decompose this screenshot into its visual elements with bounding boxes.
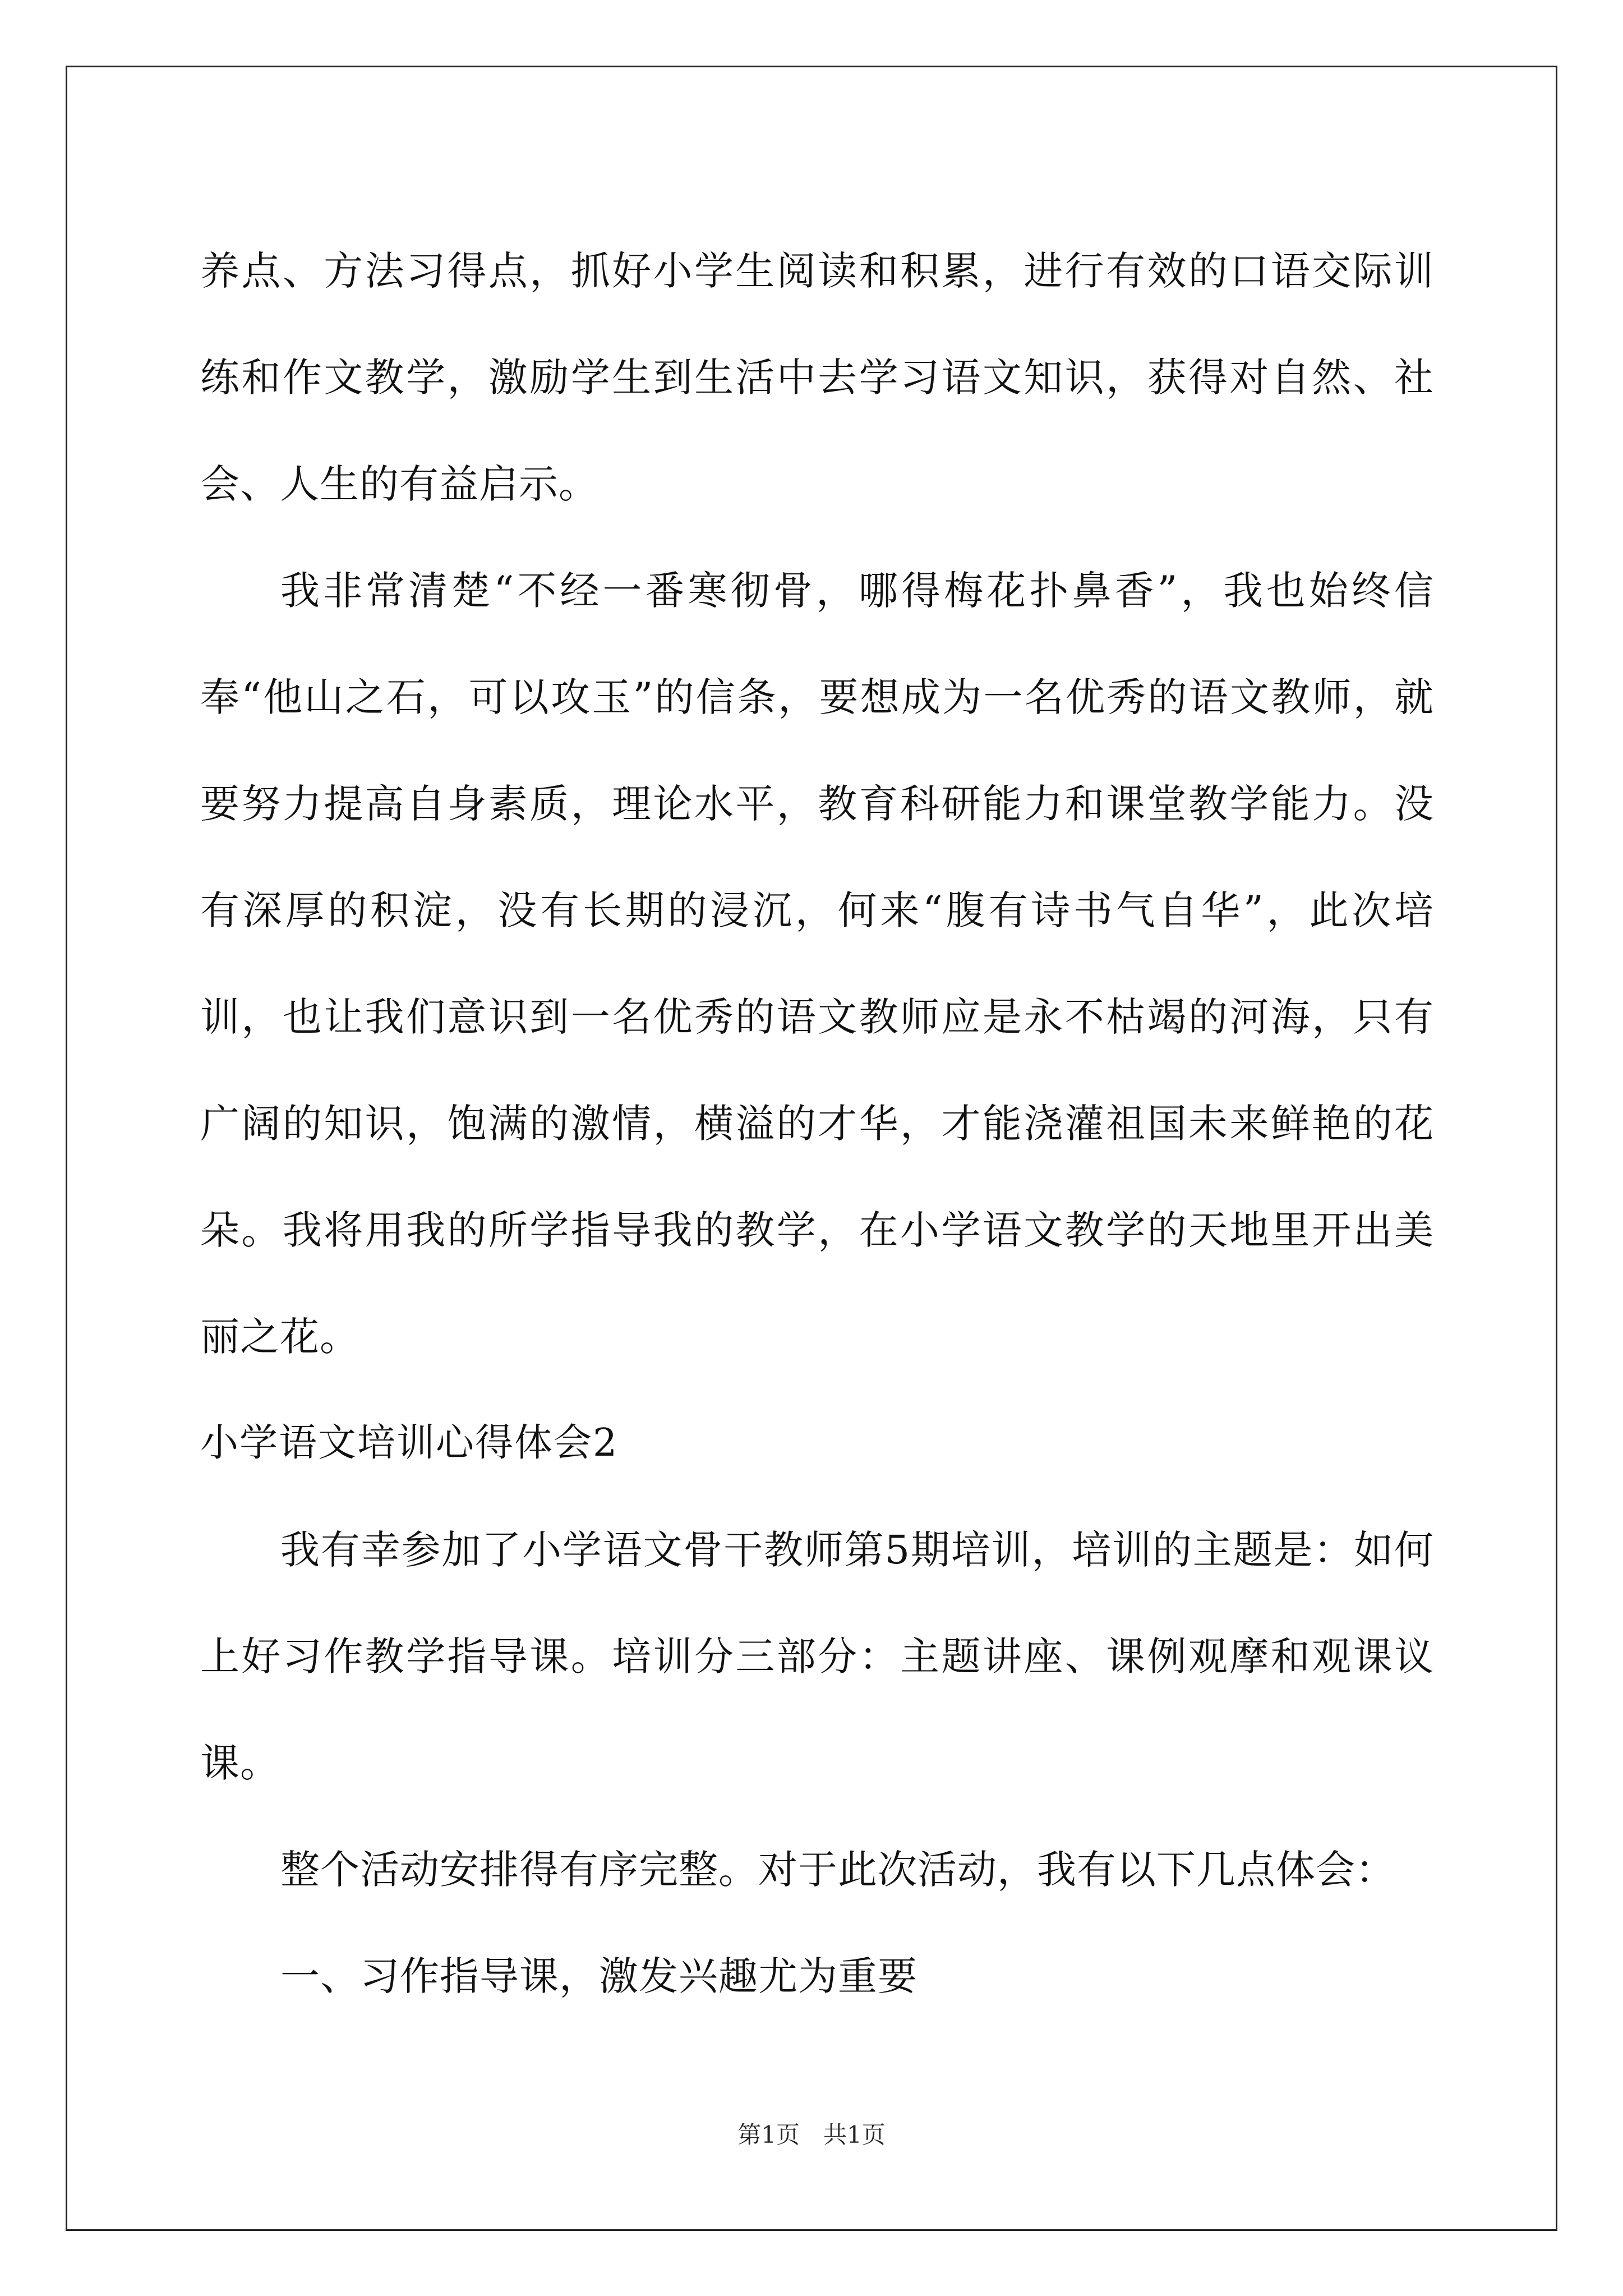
paragraph-quote-reflection: 我非常清楚“不经一番寒彻骨，哪得梅花扑鼻香”，我也始终信奉“他山之石，可以攻玉”的信条，要想成为一名优秀的语文教师，就要努力提高自身素质，理论水平，教育科研能力和课堂教学能力。没有深厚的积淀，没有长期的浸沉，何来“腹有诗书气自华”，此次培训，也让我们意识到一名优秀的语文教师应是永不枯竭的河海，只有广阔的知识，饱满的激情，横溢的才华，才能浇灌祖国未来鲜艳的花朵。我将用我的所学指导我的教学，在小学语文教学的天地里开出美丽之花。	[200, 568, 1434, 1360]
paragraph-training-intro: 我有幸参加了小学语文骨干教师第5期培训，培训的主题是：如何上好习作教学指导课。培训分三部分：主题讲座、课例观摩和观课议课。	[200, 1527, 1434, 1786]
document-body	[200, 218, 1434, 2030]
paragraph-continuation: 养点、方法习得点，抓好小学生阅读和积累，进行有效的口语交际训练和作文教学，激励学生到生活中去学习语文知识，获得对自然、社会、人生的有益启示。	[200, 248, 1434, 507]
section-heading: 小学语文培训心得体会2	[200, 1421, 619, 1465]
page-footer: 第1页 共1页	[737, 2121, 886, 2148]
paragraph-activity-summary: 整个活动安排得有序完整。对于此次活动，我有以下几点体会：	[280, 1847, 1395, 1893]
paragraph-point-one: 一、习作指导课，激发兴趣尤为重要	[280, 1953, 917, 1999]
